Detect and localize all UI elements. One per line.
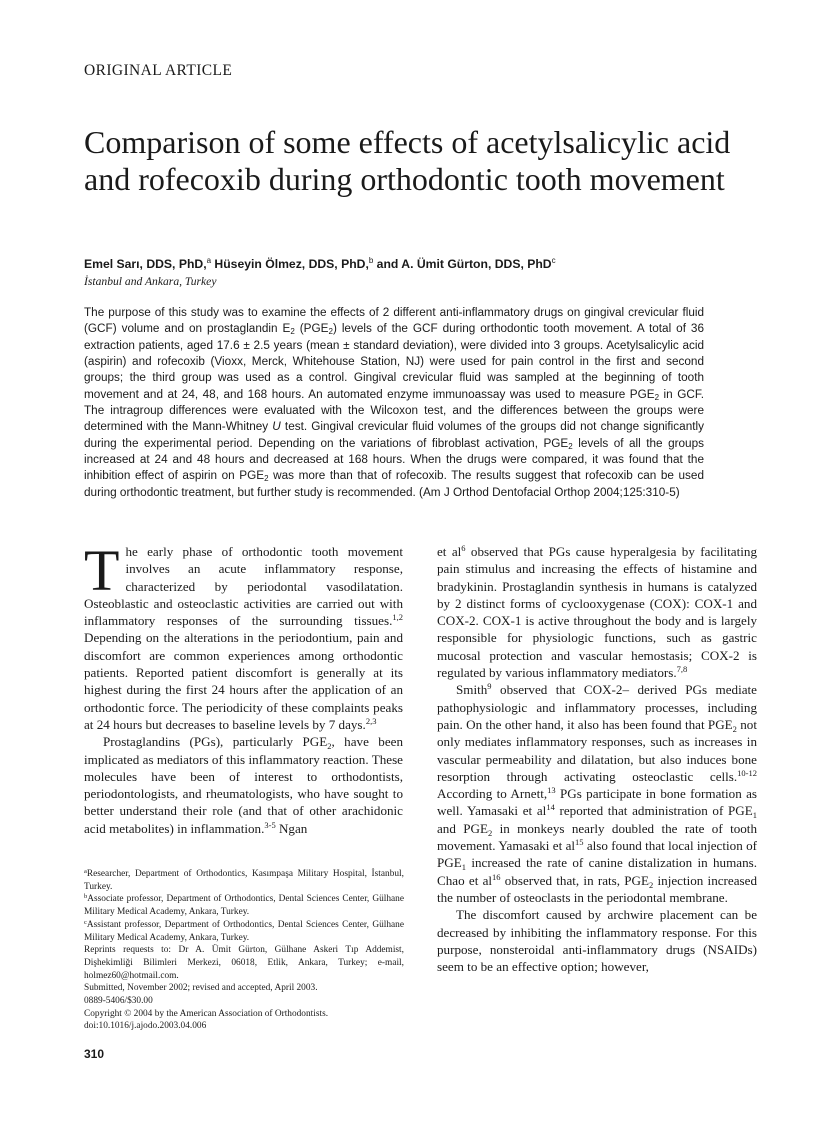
body-text: observed that PGs cause hyperalgesia by facilitating pain stimulus and increasing the effects of histamine and bradykinin. Prostaglandin synthesis in humans is catalyzed by 2 distinct forms of cyclooxygenase (COX): COX-1 and COX-2. COX-1 is active throughout the body and is largely responsible for physiologic functions, such as gastric mucosal protection and vascular hemostasis; COX-2 is regulated by various inflammatory mediators. <box>437 544 757 681</box>
citation-ref: 13 <box>547 785 556 796</box>
abstract-subscript: 2 <box>328 327 333 337</box>
author-list <box>84 256 784 271</box>
footnote-submitted: Submitted, November 2002; revised and accepted, April 2003. <box>84 983 318 994</box>
body-text: PGs participate in bone formation as well. Yamasaki et al <box>437 786 758 819</box>
abstract <box>84 305 704 501</box>
subscript: 2 <box>488 827 493 838</box>
body-text: injection increased the number of osteoclasts in the periodontal membrane. <box>437 872 757 905</box>
footnote-mark: b <box>84 893 88 901</box>
body-text: he early phase of orthodontic tooth movement involves an acute inflammatory response, characterized by periodontal vasodilatation. Osteoblastic and osteoclastic activities are carried out with inflammatory responses of the surrounding tissues. <box>84 544 403 629</box>
footnote-issn: 0889-5406/$30.00 <box>84 996 153 1007</box>
abstract-subscript: 2 <box>568 441 573 451</box>
citation-ref: 15 <box>575 837 584 848</box>
body-paragraph <box>84 538 403 733</box>
subscript: 1 <box>461 862 466 873</box>
footnote-mark: a <box>84 868 87 875</box>
body-text: Smith <box>456 682 488 698</box>
citation-ref: 10-12 <box>737 767 757 778</box>
drop-cap: T <box>84 538 120 603</box>
author-2: Hüseyin Ölmez, DDS, PhD, <box>211 257 369 272</box>
body-text: observed that, in rats, PGE <box>500 872 650 888</box>
footnotes <box>84 868 404 1033</box>
body-column-left <box>84 538 403 837</box>
abstract-text: (PGE <box>294 322 329 336</box>
author-3-affil-mark: c <box>551 256 556 265</box>
subscript: 2 <box>732 723 737 734</box>
subscript: 2 <box>327 741 332 752</box>
body-text: According to Arnett, <box>437 786 548 802</box>
body-text: and PGE <box>437 820 489 836</box>
abstract-subscript: 2 <box>654 392 660 402</box>
footnote-affiliation-b <box>84 893 404 918</box>
body-text: Prostaglandins (PGs), particularly PGE <box>103 734 328 750</box>
body-paragraph <box>437 906 757 975</box>
abstract-subscript: 2 <box>290 327 295 337</box>
abstract-text: test. Gingival crevicular fluid volumes of the groups did not change significantly during the experimental period. Depending on the variations of fibroblast activation, PGE <box>84 420 704 450</box>
citation-ref: 7,8 <box>676 664 688 675</box>
body-text: , have been implicated as mediators of this inflammatory reaction. These molecules have been of interest to orthodontists, periodontologists, and rheumatologists, who have sought to better understand their role (and that of other arachidonic acid metabolites) in inflammation. <box>84 734 403 836</box>
abstract-italic-u: U <box>272 420 281 434</box>
footnote-text: Researcher, Department of Orthodontics, Kasımpaşa Military Hospital, İstanbul, Turkey. <box>84 869 404 892</box>
citation-ref: 9 <box>487 681 492 692</box>
body-paragraph <box>437 543 757 681</box>
body-text: Ngan <box>275 820 308 836</box>
body-paragraph <box>84 733 403 837</box>
body-text: et al <box>437 544 462 559</box>
author-2-affil-mark: b <box>368 256 374 265</box>
footnote-reprints: Reprints requests to: Dr A. Ümit Gürton, Gülhane Askeri Tıp Addemist, Dişhekimliği Bilimleri Merkezi, 06018, Etlik, Ankara, Turkey; e-mail, holmez60@hotmail.com. <box>84 945 404 981</box>
abstract-text: levels of all the groups increased at 24 and 48 hours and decreased at 168 hours. When the drugs were compared, it was found that the inhibition effect of aspirin on PGE <box>84 436 705 483</box>
citation-ref: 6 <box>461 543 466 553</box>
author-1: Emel Sarı, DDS, PhD, <box>84 257 207 272</box>
body-text: reported that administration of PGE <box>554 803 753 819</box>
body-text: observed that COX-2– derived PGs mediate pathophysiologic and inflammatory processes, including pain. On the other hand, it also has been found that PGE <box>437 682 757 732</box>
body-text: not only mediates inflammatory responses, such as increases in vascular permeability and dilatation, but also induces bone resorption through activating osteoclastic cells. <box>437 716 757 784</box>
body-column-right <box>437 543 757 975</box>
article-title: Comparison of some effects of acetylsalicylic acid and rofecoxib during orthodontic tooth movement <box>84 124 731 197</box>
author-location: İstanbul and Ankara, Turkey <box>84 275 217 288</box>
author-1-affil-mark: a <box>206 256 212 265</box>
footnote-doi: doi:10.1016/j.ajodo.2003.04.006 <box>84 1021 207 1032</box>
abstract-text: in GCF. The intragroup differences were evaluated with the Wilcoxon test, and the differences between the groups were determined with the Mann-Whitney <box>84 387 704 434</box>
page-number: 310 <box>84 1047 105 1061</box>
subscript: 2 <box>649 879 654 890</box>
footnote-affiliation-a <box>84 868 404 893</box>
footnote-affiliation-c <box>84 919 404 944</box>
footnote-text: Assistant professor, Department of Orthodontics, Dental Sciences Center, Gülhane Military Medical Academy, Ankara, Turkey. <box>84 919 404 943</box>
body-text: also found that local injection of PGE <box>437 838 757 871</box>
citation-ref: 2,3 <box>365 715 377 726</box>
citation-ref: 16 <box>492 871 501 882</box>
footnote-mark: c <box>84 918 87 926</box>
body-text: in monkeys nearly doubled the rate of tooth movement. Yamasaki et al <box>437 820 757 854</box>
abstract-text: ) levels of the GCF during orthodontic tooth movement. A total of 36 extraction patients, aged 17.6 ± 2.5 years (mean ± standard deviation), were divided into 3 groups. Acetylsalicylic acid (aspirin) and rofecoxib (Vioxx, Merck, Whitehouse Station, NJ) were used for pain control in the first and second groups; the third group was used as a control. Gingival crevicular fluid was sampled at the beginning of tooth movement and at 24, 48, and 168 hours. An automated enzyme immunoassay was used to measure PGE <box>84 322 704 401</box>
body-text: The discomfort caused by archwire placement can be decreased by inhibiting the inflammatory response. For this purpose, nonsteroidal anti-inflammatory drugs (NSAIDs) seem to be an effective option; however, <box>437 907 757 975</box>
footnote-text: Associate professor, Department of Orthodontics, Dental Sciences Center, Gülhane Military Medical Academy, Ankara, Turkey. <box>84 894 404 918</box>
abstract-subscript: 2 <box>264 474 269 484</box>
citation-ref: 3-5 <box>264 819 276 830</box>
section-label: ORIGINAL ARTICLE <box>84 62 233 79</box>
body-text: increased the rate of canine distalization in humans. Chao et al <box>437 855 757 888</box>
citation-ref: 1,2 <box>392 612 403 623</box>
author-3: and A. Ümit Gürton, DDS, PhD <box>373 257 552 272</box>
body-paragraph <box>437 681 757 906</box>
footnote-copyright: Copyright © 2004 by the American Association of Orthodontists. <box>84 1008 329 1019</box>
subscript: 1 <box>752 810 757 821</box>
body-text: Depending on the alterations in the periodontium, pain and discomfort are common experiences among orthodontic patients. Reported patient discomfort is generally at its highest during the first 24 hours after the application of an orthodontic force. The periodicity of these complaints peaks at 24 hours but decreases to baseline levels by 7 days. <box>84 630 403 732</box>
abstract-text: was more than that of rofecoxib. The results suggest that rofecoxib can be used during orthodontic treatment, but further study is recommended. (Am J Orthod Dentofacial Orthop 2004;125:310-5) <box>84 469 704 499</box>
abstract-text: The purpose of this study was to examine the effects of 2 different anti-inflammatory drugs on gingival crevicular fluid (GCF) volume and on prostaglandin E <box>84 306 704 336</box>
citation-ref: 14 <box>546 802 555 813</box>
